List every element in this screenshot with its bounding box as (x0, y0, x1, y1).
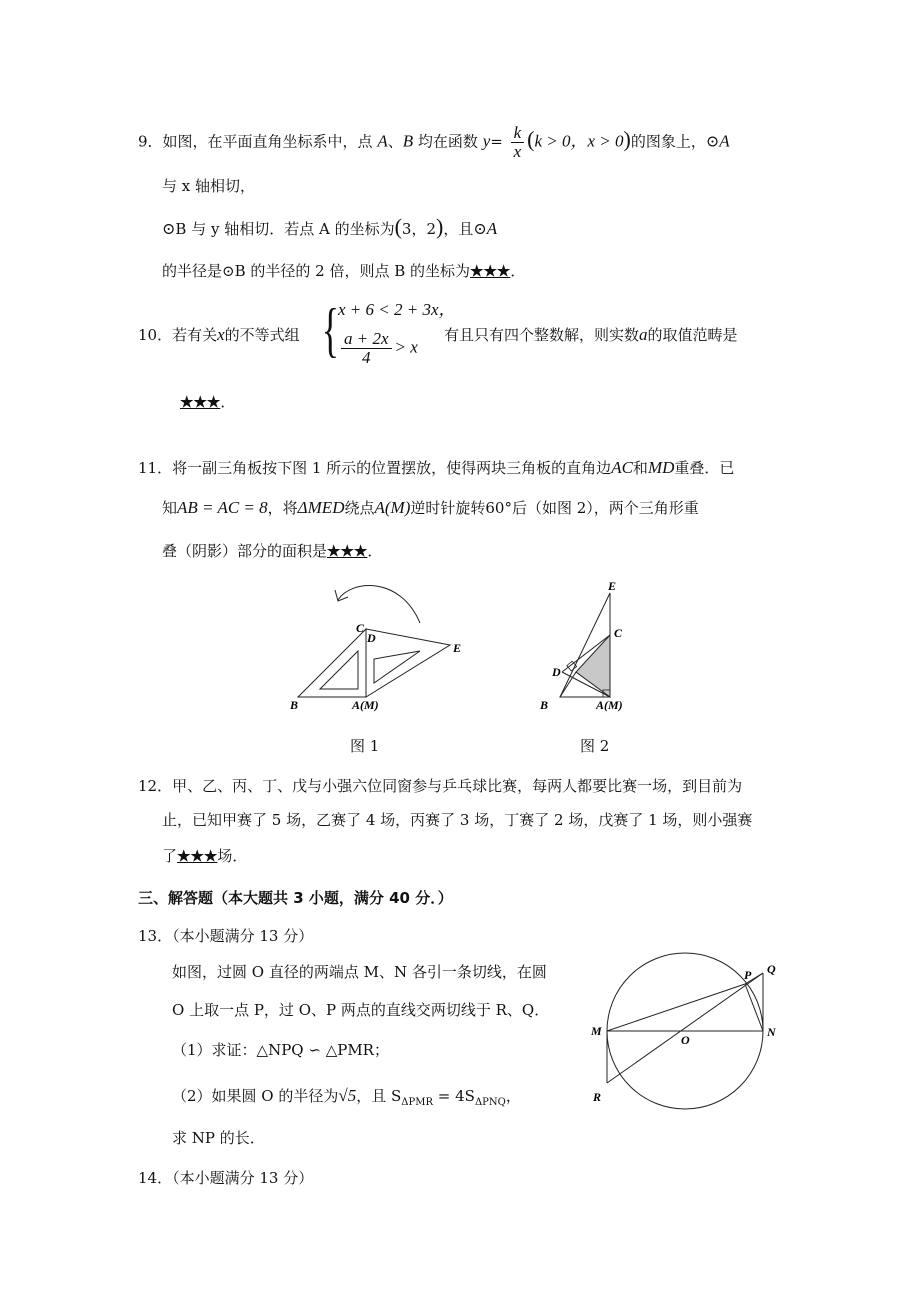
q9-line1: 9．如图，在平面直角坐标系中，点 A、B 均在函数 y= $\frac{k}{x}$ (k > 0，x > 0)的图象上，⊙A (138, 123, 730, 161)
answer-blank: ★★★ (470, 262, 511, 280)
fig2-caption: 图 2 (580, 737, 610, 755)
line-MP (607, 984, 745, 1031)
q12-line3: 了★★★场． (162, 847, 248, 865)
q11-line3: 叠（阴影）部分的面积是★★★． (162, 542, 383, 560)
q12-line2: 止，已知甲赛了 5 场，乙赛了 4 场，丙赛了 3 场，丁赛了 2 场，戊赛了 1 场，则小强赛 (162, 811, 753, 829)
q10-brace: { (321, 297, 340, 363)
label-D: D (552, 665, 561, 679)
label-AM: A(M) (352, 698, 379, 712)
q13-part1: （1）求证：△NPQ ∽ △PMR； (172, 1041, 389, 1059)
label-N: N (767, 1025, 776, 1039)
figure-circle (585, 948, 795, 1118)
label-C: C (614, 626, 623, 640)
q14-header: 14．（本小题满分 13 分） (138, 1169, 314, 1187)
q13-line2: O 上取一点 P，过 O、P 两点的直线交两切线于 R、Q． (172, 1001, 550, 1019)
label-R: R (593, 1090, 602, 1104)
label-E: E (453, 641, 462, 655)
line-RQ (607, 973, 763, 1083)
q9-fraction: $\frac{k}{x}$ (511, 124, 525, 161)
q13-part2: （2）如果圆 O 的半径为√5，且 $S_{\Delta PMR} = 4S_{\Delta PNQ}$， (172, 1086, 521, 1108)
section-title: 三、解答题（本大题共 3 小题，满分 40 分．） (138, 889, 453, 907)
q13-line1: 如图，过圆 O 直径的两端点 M、N 各引一条切线，在圆 (172, 963, 547, 981)
q11-line1: 11．将一副三角板按下图 1 所示的位置摆放，使得两块三角板的直角边AC和MD重叠．已 (138, 458, 735, 477)
line-DB (560, 672, 576, 697)
rotation-arrow (338, 586, 420, 623)
q9-line4: 的半径是⊙B 的半径的 2 倍，则点 B 的坐标为★★★． (162, 262, 526, 280)
q10-ineq2: $\frac{a + 2x}{4}$ > x (338, 330, 418, 367)
label-B: B (290, 698, 299, 712)
q10-line1-tail: 有且只有四个整数解，则实数a的取值范畴是 (444, 325, 738, 344)
label-O: O (681, 1033, 690, 1047)
label-Q: Q (767, 962, 776, 976)
label-AM: A(M) (596, 698, 623, 712)
q13-part2-tail: 求 NP 的长． (172, 1129, 265, 1147)
q9-number: 9． (138, 132, 163, 151)
label-B: B (540, 698, 549, 712)
label-D: D (367, 631, 376, 645)
q10-ineq1: x + 6 < 2 + 3x， (338, 300, 456, 319)
triangle-abc (298, 629, 366, 697)
q10-line1: 10．若有关x的不等式组 (138, 325, 300, 344)
line-PN (745, 984, 763, 1031)
label-M: M (591, 1024, 602, 1038)
answer-blank: ★★★ (327, 542, 368, 560)
label-P: P (744, 968, 752, 982)
answer-blank: ★★★ (177, 847, 218, 865)
figure-1 (280, 575, 500, 735)
q10-line2: ★★★． (180, 393, 236, 411)
fig1-caption: 图 1 (350, 737, 380, 755)
answer-blank: ★★★ (180, 393, 221, 411)
label-E: E (608, 579, 617, 593)
q13-header: 13．（本小题满分 13 分） (138, 927, 314, 945)
q12-line1: 12．甲、乙、丙、丁、戊与小强六位同窗参与乒乓球比赛，每两人都要比赛一场，到目前为 (138, 777, 743, 795)
label-C: C (356, 621, 365, 635)
q9-line3: ⊙B 与 y 轴相切．若点 A 的坐标为(3，2)，且⊙A (162, 214, 498, 239)
triangle-med (366, 629, 450, 697)
figure-2 (530, 575, 650, 735)
q9-line2: 与 x 轴相切， (162, 177, 255, 195)
q11-line2: 知AB = AC = 8，将ΔMED绕点A(M)逆时针旋转60°后（如图 2），两个三角形重 (162, 498, 699, 517)
